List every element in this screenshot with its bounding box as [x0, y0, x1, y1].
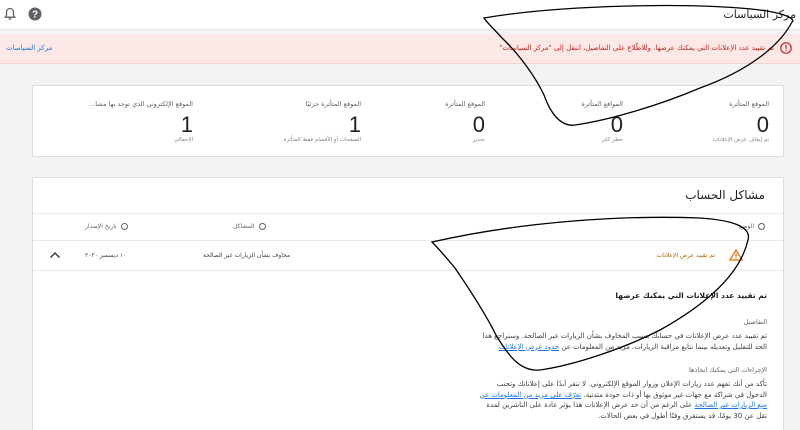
details-text-line: تم تقييد عدد عرض الإعلانات في حسابك بسبب المخاوف بشأن الزيارات غير الصالحة. وسنراجع هذا [482, 332, 767, 340]
issue-name: مخاوف بشأن الزيارات غير الصالحة [203, 252, 291, 259]
stat-label: المواقع المتأثرة [581, 100, 623, 108]
stat-sub: الإجمالي [173, 137, 193, 143]
column-status-label: الوضع [739, 223, 754, 230]
issues-table-header [33, 213, 783, 241]
summary-stats-card [32, 85, 784, 157]
account-issues-heading: مشاكل الحساب [685, 188, 765, 202]
stat-value: 0 [472, 112, 485, 137]
issue-date: ١٠ ديسمبر ٢٠٢٠ [85, 252, 127, 259]
account-issues-card [32, 177, 784, 430]
stat-value: 1 [180, 112, 193, 137]
page-title: مركز السياسات [723, 8, 796, 21]
stat-label: الموقع المتأثرة جزئيًا [305, 100, 361, 108]
column-date-label: تاريخ الإصدار [85, 223, 117, 230]
invalid-traffic-link[interactable]: منع الزيارات غير الصالحة [694, 401, 767, 409]
column-date[interactable] [85, 223, 128, 230]
column-status[interactable] [739, 223, 765, 230]
actions-label: الإجراءات التي يمكنك اتخاذها [689, 366, 767, 374]
details-text [347, 331, 767, 352]
actions-text-line: تقل عن 30 يومًا، قد يستغرق وقتًا أطول في بعض الحالات. [598, 411, 767, 420]
stat-sub: الصفحات أو الأقسام فقط المتأثرة [283, 137, 361, 143]
stat-partially-affected[interactable] [213, 86, 361, 158]
stat-label: الموقع المتأثرة [729, 100, 769, 108]
serving-limits-link[interactable]: حدود عرض الإعلانات [498, 342, 560, 351]
table-row[interactable] [33, 241, 783, 271]
stat-value: 0 [756, 112, 769, 137]
actions-text-line: تأكد من أنك تفهم عدد زيارات الإعلان وزوار الموقع الإلكتروني. لا تنقر أبدًا على إعلاناتك وتجنب [496, 380, 767, 388]
warning-icon [729, 249, 743, 261]
details-text-line: الحد للتقليل وتعديله بينما نتابع مراقبة الزيارات. مزيد من المعلومات عن [561, 342, 767, 351]
stat-ads-stopped[interactable] [663, 86, 769, 158]
info-icon [259, 223, 266, 230]
stat-value: 0 [610, 112, 623, 137]
issue-status: تم تقييد عرض الإعلانات [656, 252, 715, 259]
help-icon[interactable] [28, 7, 42, 21]
restriction-alert-banner [0, 34, 800, 64]
alert-message: تم تقييد عدد الإعلانات التي يمكنك عرضها. وللاطّلاع على التفاصيل، انتقل إلى "مركز السياسات" [499, 44, 774, 52]
details-label: التفاصيل [743, 318, 767, 326]
stat-label: الموقع المتأثرة [445, 100, 485, 108]
stat-label: الموقع الإلكتروني الذي توجد بها مشا... [89, 100, 193, 108]
top-app-bar [0, 0, 800, 30]
stat-value: 1 [348, 112, 361, 137]
actions-text [347, 379, 767, 421]
bell-icon[interactable] [3, 7, 17, 21]
error-icon [780, 42, 792, 54]
chevron-up-icon[interactable] [49, 251, 61, 259]
column-issue[interactable] [233, 223, 266, 230]
stat-sub: تحذير [472, 137, 485, 143]
svg-text:?: ? [31, 9, 39, 21]
stat-fully-blocked[interactable] [525, 86, 623, 158]
stat-sites-with-issues[interactable] [53, 86, 193, 158]
stat-sub: حظر كلي [601, 137, 623, 143]
actions-text-line: الدخول في شراكة مع جهات غير موثوق بها أو ذات جودة متدنية. [583, 390, 767, 399]
detail-title: تم تقييد عدد الإعلانات التي يمكنك عرضها [615, 291, 767, 300]
actions-text-line: على الرغم من أن حد عرض الإعلانات هذا يؤثر عادة على الناشرين لمدة [486, 401, 693, 409]
info-icon [758, 223, 765, 230]
info-icon [121, 223, 128, 230]
learn-more-link[interactable]: تعرّف على مزيد من المعلومات عن [479, 390, 582, 399]
policy-center-link[interactable]: مركز السياسات [6, 44, 53, 52]
column-issue-label: المشاكل [233, 223, 255, 230]
stat-sub: تم إيقاف عرض الإعلانات [712, 137, 769, 143]
stat-affected-warning[interactable] [373, 86, 485, 158]
